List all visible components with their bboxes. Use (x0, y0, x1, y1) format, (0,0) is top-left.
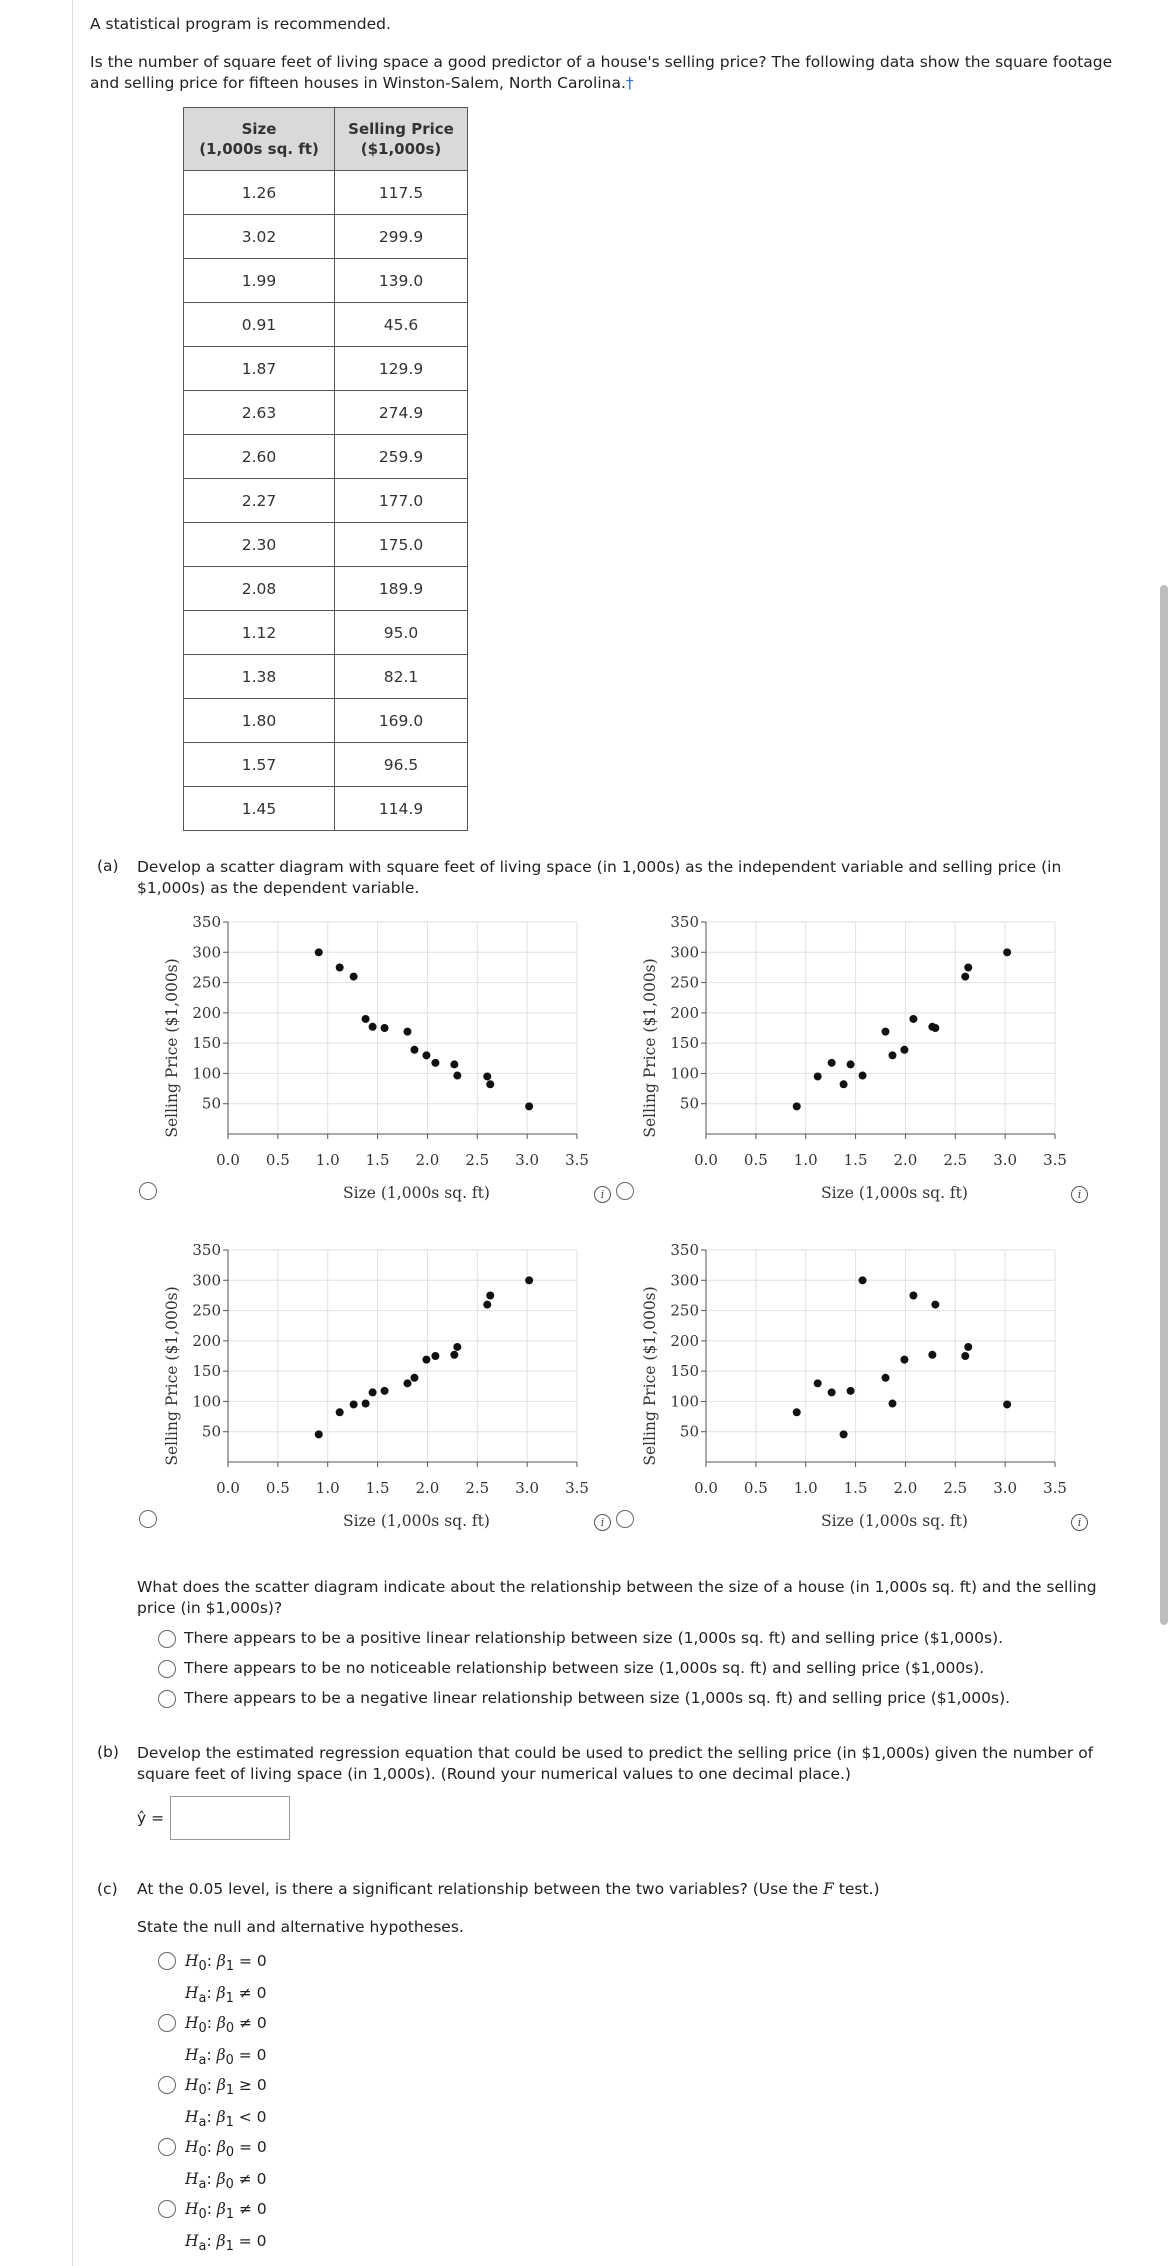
x-tick-label: 3.0 (993, 1479, 1018, 1497)
data-point (847, 1060, 855, 1068)
data-point (1003, 948, 1011, 956)
x-tick-label: 2.0 (415, 1479, 440, 1497)
table-row (184, 699, 468, 743)
data-point (909, 1291, 917, 1299)
data-point (410, 1046, 418, 1054)
size-cell: 1.80 (184, 699, 335, 743)
data-point (315, 948, 323, 956)
data-point (410, 1374, 418, 1382)
data-point (881, 1028, 889, 1036)
data-point (828, 1059, 836, 1067)
data-point (909, 1015, 917, 1023)
x-tick-label: 0.0 (694, 1479, 718, 1497)
data-point (1003, 1400, 1011, 1408)
part-b-instructions: Develop the estimated regression equation that could be used to predict the selling price (in $1,000s) given the number of square feet of living space (in 1,000s). (Round your numerical values to one decimal place.) (137, 1744, 1094, 1783)
data-point (486, 1080, 494, 1088)
data-point (381, 1387, 389, 1395)
data-point (828, 1388, 836, 1396)
relationship-option-positive-radio[interactable] (158, 1630, 176, 1648)
table-row (184, 611, 468, 655)
x-tick-label: 3.5 (1043, 1151, 1067, 1169)
null-hypothesis: $H_0$: $\beta_1 = 0$ (185, 1952, 267, 1975)
alternative-hypothesis: $H_a$: $\beta_1 = 0$ (185, 2232, 267, 2255)
size-cell: 1.12 (184, 611, 335, 655)
hypothesis-option-5-radio[interactable] (158, 2200, 176, 2218)
size-cell: 2.63 (184, 391, 335, 435)
x-tick-label: 3.0 (515, 1151, 540, 1169)
data-point (350, 1400, 358, 1408)
y-tick-label: 100 (192, 1392, 221, 1411)
table-row (184, 215, 468, 259)
price-cell: 95.0 (335, 611, 468, 655)
scatter-chart-option-4 (628, 1236, 1068, 1536)
price-cell: 299.9 (335, 215, 468, 259)
part-c-instructions: At the 0.05 level, is there a significant relationship between the two variables? (Use the F test.) (137, 1880, 880, 1898)
y-axis-label: Selling Price ($1,000s) (163, 958, 181, 1138)
y-tick-label: 150 (192, 1034, 221, 1053)
size-cell: 3.02 (184, 215, 335, 259)
intro-line-2: and selling price for fifteen houses in Winston-Salem, North Carolina. (90, 74, 626, 92)
relationship-option-positive: There appears to be a positive linear relationship between size (1,000s sq. ft) and selling price ($1,000s). (184, 1629, 1004, 1647)
table-row (184, 303, 468, 347)
price-cell: 274.9 (335, 391, 468, 435)
price-cell: 82.1 (335, 655, 468, 699)
x-tick-label: 2.5 (943, 1479, 968, 1497)
price-cell: 129.9 (335, 347, 468, 391)
alternative-hypothesis: $H_a$: $\beta_1 < 0$ (185, 2108, 267, 2131)
data-point (961, 1352, 969, 1360)
null-hypothesis: $H_0$: $\beta_0 = 0$ (185, 2138, 267, 2161)
price-cell: 177.0 (335, 479, 468, 523)
info-icon[interactable]: i (594, 1514, 611, 1531)
regression-equation-input[interactable] (170, 1796, 290, 1840)
y-axis-label: Selling Price ($1,000s) (641, 958, 659, 1138)
table-row (184, 567, 468, 611)
price-cell: 169.0 (335, 699, 468, 743)
chart-option-1-radio[interactable] (139, 1182, 157, 1200)
size-cell: 1.87 (184, 347, 335, 391)
y-tick-label: 150 (670, 1034, 699, 1053)
y-tick-label: 250 (192, 1301, 221, 1320)
hypothesis-option-3-radio[interactable] (158, 2076, 176, 2094)
data-point (336, 1408, 344, 1416)
size-cell: 0.91 (184, 303, 335, 347)
size-cell: 1.26 (184, 171, 335, 215)
price-cell: 189.9 (335, 567, 468, 611)
price-cell: 45.6 (335, 303, 468, 347)
data-point (315, 1430, 323, 1438)
data-point (450, 1060, 458, 1068)
null-hypothesis: $H_0$: $\beta_1 \ge 0$ (185, 2076, 267, 2099)
x-tick-label: 1.0 (315, 1151, 340, 1169)
data-point (483, 1072, 491, 1080)
price-cell: 139.0 (335, 259, 468, 303)
x-tick-label: 0.5 (265, 1479, 290, 1497)
chart-option-3-radio[interactable] (139, 1510, 157, 1528)
data-point (525, 1102, 533, 1110)
info-icon[interactable]: i (1071, 1186, 1088, 1203)
size-cell: 2.60 (184, 435, 335, 479)
relationship-option-negative-radio[interactable] (158, 1690, 176, 1708)
table-row (184, 435, 468, 479)
hypothesis-option-2-radio[interactable] (158, 2014, 176, 2032)
x-tick-label: 1.0 (793, 1479, 818, 1497)
data-table (183, 107, 468, 831)
size-column-header: Size (1,000s sq. ft) (184, 108, 335, 171)
data-point (900, 1356, 908, 1364)
size-cell: 1.57 (184, 743, 335, 787)
data-point (847, 1387, 855, 1395)
table-row (184, 523, 468, 567)
chart-option-4-radio[interactable] (616, 1510, 634, 1528)
scatter-chart-option-3 (150, 1236, 590, 1536)
x-tick-label: 1.5 (365, 1479, 390, 1497)
part-c-label: (c) (97, 1880, 118, 1898)
price-column-header: Selling Price ($1,000s) (335, 108, 468, 171)
data-point (350, 973, 358, 981)
data-point (369, 1388, 377, 1396)
y-tick-label: 300 (192, 943, 221, 962)
data-point (859, 1276, 867, 1284)
x-tick-label: 0.5 (265, 1151, 290, 1169)
data-point (840, 1430, 848, 1438)
y-tick-label: 50 (201, 1094, 221, 1113)
table-row (184, 259, 468, 303)
x-tick-label: 3.0 (515, 1479, 540, 1497)
size-cell: 2.08 (184, 567, 335, 611)
y-tick-label: 350 (192, 1241, 221, 1259)
hypothesis-option-4 (185, 2134, 267, 2198)
y-tick-label: 150 (670, 1362, 699, 1381)
table-row (184, 655, 468, 699)
size-cell: 1.99 (184, 259, 335, 303)
y-tick-label: 50 (679, 1422, 699, 1441)
x-tick-label: 3.5 (565, 1479, 589, 1497)
data-point (814, 1379, 822, 1387)
data-point (431, 1059, 439, 1067)
hypotheses-prompt: State the null and alternative hypotheses. (137, 1918, 464, 1936)
x-tick-label: 2.5 (465, 1479, 490, 1497)
table-row (184, 479, 468, 523)
relationship-question: What does the scatter diagram indicate about the relationship between the size of a house (in 1,000s sq. ft) and the selling price (in $1,000s)? (137, 1578, 1097, 1617)
x-axis-label: Size (1,000s sq. ft) (343, 1184, 490, 1202)
hypothesis-option-3 (185, 2072, 267, 2136)
relationship-option-negative: There appears to be a negative linear relationship between size (1,000s sq. ft) and selling price ($1,000s). (184, 1689, 1011, 1707)
table-row (184, 347, 468, 391)
y-tick-label: 350 (192, 913, 221, 931)
hypothesis-option-1-radio[interactable] (158, 1952, 176, 1970)
data-point (422, 1356, 430, 1364)
x-tick-label: 0.0 (694, 1151, 718, 1169)
scatter-plot-svg (150, 908, 590, 1208)
data-point (964, 963, 972, 971)
price-cell: 117.5 (335, 171, 468, 215)
y-axis-label: Selling Price ($1,000s) (163, 1286, 181, 1466)
data-point (840, 1080, 848, 1088)
x-tick-label: 0.0 (216, 1151, 240, 1169)
data-point (900, 1046, 908, 1054)
left-border (72, 0, 73, 2266)
y-tick-label: 300 (670, 1271, 699, 1290)
y-tick-label: 200 (192, 1331, 221, 1350)
data-point (450, 1351, 458, 1359)
scrollbar[interactable] (1160, 585, 1168, 1625)
yhat-label: ŷ = (137, 1809, 165, 1827)
x-axis-label: Size (1,000s sq. ft) (821, 1512, 968, 1530)
x-tick-label: 1.5 (843, 1151, 868, 1169)
data-point (964, 1343, 972, 1351)
data-point (362, 1015, 370, 1023)
y-tick-label: 100 (192, 1064, 221, 1083)
size-cell: 2.27 (184, 479, 335, 523)
null-hypothesis: $H_0$: $\beta_0 \ne 0$ (185, 2014, 267, 2037)
x-tick-label: 0.0 (216, 1479, 240, 1497)
table-row (184, 787, 468, 831)
y-axis-label: Selling Price ($1,000s) (641, 1286, 659, 1466)
x-tick-label: 0.5 (743, 1151, 768, 1169)
alternative-hypothesis: $H_a$: $\beta_1 \ne 0$ (185, 1984, 267, 2007)
y-tick-label: 250 (670, 973, 699, 992)
part-b-label: (b) (97, 1743, 119, 1761)
data-point (931, 1301, 939, 1309)
table-row (184, 171, 468, 215)
relationship-option-none: There appears to be no noticeable relationship between size (1,000s sq. ft) and selling price ($1,000s). (184, 1659, 985, 1677)
relationship-option-none-radio[interactable] (158, 1660, 176, 1678)
recommendation-note: A statistical program is recommended. (90, 15, 391, 33)
price-cell: 96.5 (335, 743, 468, 787)
x-tick-label: 3.5 (565, 1151, 589, 1169)
x-tick-label: 0.5 (743, 1479, 768, 1497)
size-cell: 2.30 (184, 523, 335, 567)
x-tick-label: 2.0 (893, 1151, 918, 1169)
y-tick-label: 350 (670, 1241, 699, 1259)
data-point (793, 1408, 801, 1416)
hypothesis-option-4-radio[interactable] (158, 2138, 176, 2156)
data-point (431, 1352, 439, 1360)
x-tick-label: 2.5 (943, 1151, 968, 1169)
y-tick-label: 200 (670, 1331, 699, 1350)
info-icon[interactable]: i (1071, 1514, 1088, 1531)
x-tick-label: 3.0 (993, 1151, 1018, 1169)
data-point (422, 1051, 430, 1059)
scatter-chart-option-1 (150, 908, 590, 1208)
data-point (381, 1024, 389, 1032)
price-cell: 175.0 (335, 523, 468, 567)
null-hypothesis: $H_0$: $\beta_1 \ne 0$ (185, 2200, 267, 2223)
y-tick-label: 50 (201, 1422, 221, 1441)
x-tick-label: 2.0 (893, 1479, 918, 1497)
data-point (814, 1072, 822, 1080)
scatter-plot-svg (628, 908, 1068, 1208)
x-tick-label: 1.0 (793, 1151, 818, 1169)
data-point (403, 1028, 411, 1036)
part-a-instructions: Develop a scatter diagram with square feet of living space (in 1,000s) as the independent variable and selling price (in $1,000s) as the dependent variable. (137, 858, 1062, 897)
alternative-hypothesis: $H_a$: $\beta_0 = 0$ (185, 2046, 267, 2069)
data-point (928, 1351, 936, 1359)
x-tick-label: 1.5 (365, 1151, 390, 1169)
x-axis-label: Size (1,000s sq. ft) (821, 1184, 968, 1202)
intro-line-1: Is the number of square feet of living space a good predictor of a house's selling price? The following data show the square footage (90, 53, 1113, 71)
y-tick-label: 250 (670, 1301, 699, 1320)
price-cell: 114.9 (335, 787, 468, 831)
size-cell: 1.45 (184, 787, 335, 831)
intro-text (90, 52, 1130, 94)
data-point (961, 973, 969, 981)
data-point (453, 1072, 461, 1080)
part-a-label: (a) (97, 857, 119, 875)
y-tick-label: 250 (192, 973, 221, 992)
data-point (881, 1374, 889, 1382)
hypothesis-option-2 (185, 2010, 267, 2074)
size-cell: 1.38 (184, 655, 335, 699)
data-point (931, 1024, 939, 1032)
footnote-link[interactable]: † (625, 74, 634, 92)
table-row (184, 391, 468, 435)
scatter-plot-svg (150, 1236, 590, 1536)
data-point (453, 1343, 461, 1351)
hypothesis-option-1 (185, 1948, 267, 2012)
y-tick-label: 200 (670, 1003, 699, 1022)
x-axis-label: Size (1,000s sq. ft) (343, 1512, 490, 1530)
x-tick-label: 1.0 (315, 1479, 340, 1497)
y-tick-label: 350 (670, 913, 699, 931)
y-tick-label: 50 (679, 1094, 699, 1113)
y-tick-label: 300 (192, 1271, 221, 1290)
table-row (184, 743, 468, 787)
scatter-chart-option-2 (628, 908, 1068, 1208)
data-point (793, 1102, 801, 1110)
data-point (525, 1276, 533, 1284)
data-point (888, 1400, 896, 1408)
hypothesis-option-5 (185, 2196, 267, 2260)
info-icon[interactable]: i (594, 1186, 611, 1203)
scatter-plot-svg (628, 1236, 1068, 1536)
data-point (859, 1072, 867, 1080)
y-tick-label: 200 (192, 1003, 221, 1022)
x-tick-label: 1.5 (843, 1479, 868, 1497)
x-tick-label: 2.0 (415, 1151, 440, 1169)
data-point (483, 1301, 491, 1309)
price-cell: 259.9 (335, 435, 468, 479)
data-point (888, 1051, 896, 1059)
alternative-hypothesis: $H_a$: $\beta_0 \ne 0$ (185, 2170, 267, 2193)
data-point (369, 1023, 377, 1031)
data-point (362, 1400, 370, 1408)
y-tick-label: 100 (670, 1392, 699, 1411)
x-tick-label: 2.5 (465, 1151, 490, 1169)
data-point (336, 963, 344, 971)
y-tick-label: 150 (192, 1362, 221, 1381)
data-point (486, 1291, 494, 1299)
y-tick-label: 100 (670, 1064, 699, 1083)
y-tick-label: 300 (670, 943, 699, 962)
data-point (403, 1379, 411, 1387)
chart-option-2-radio[interactable] (616, 1182, 634, 1200)
x-tick-label: 3.5 (1043, 1479, 1067, 1497)
